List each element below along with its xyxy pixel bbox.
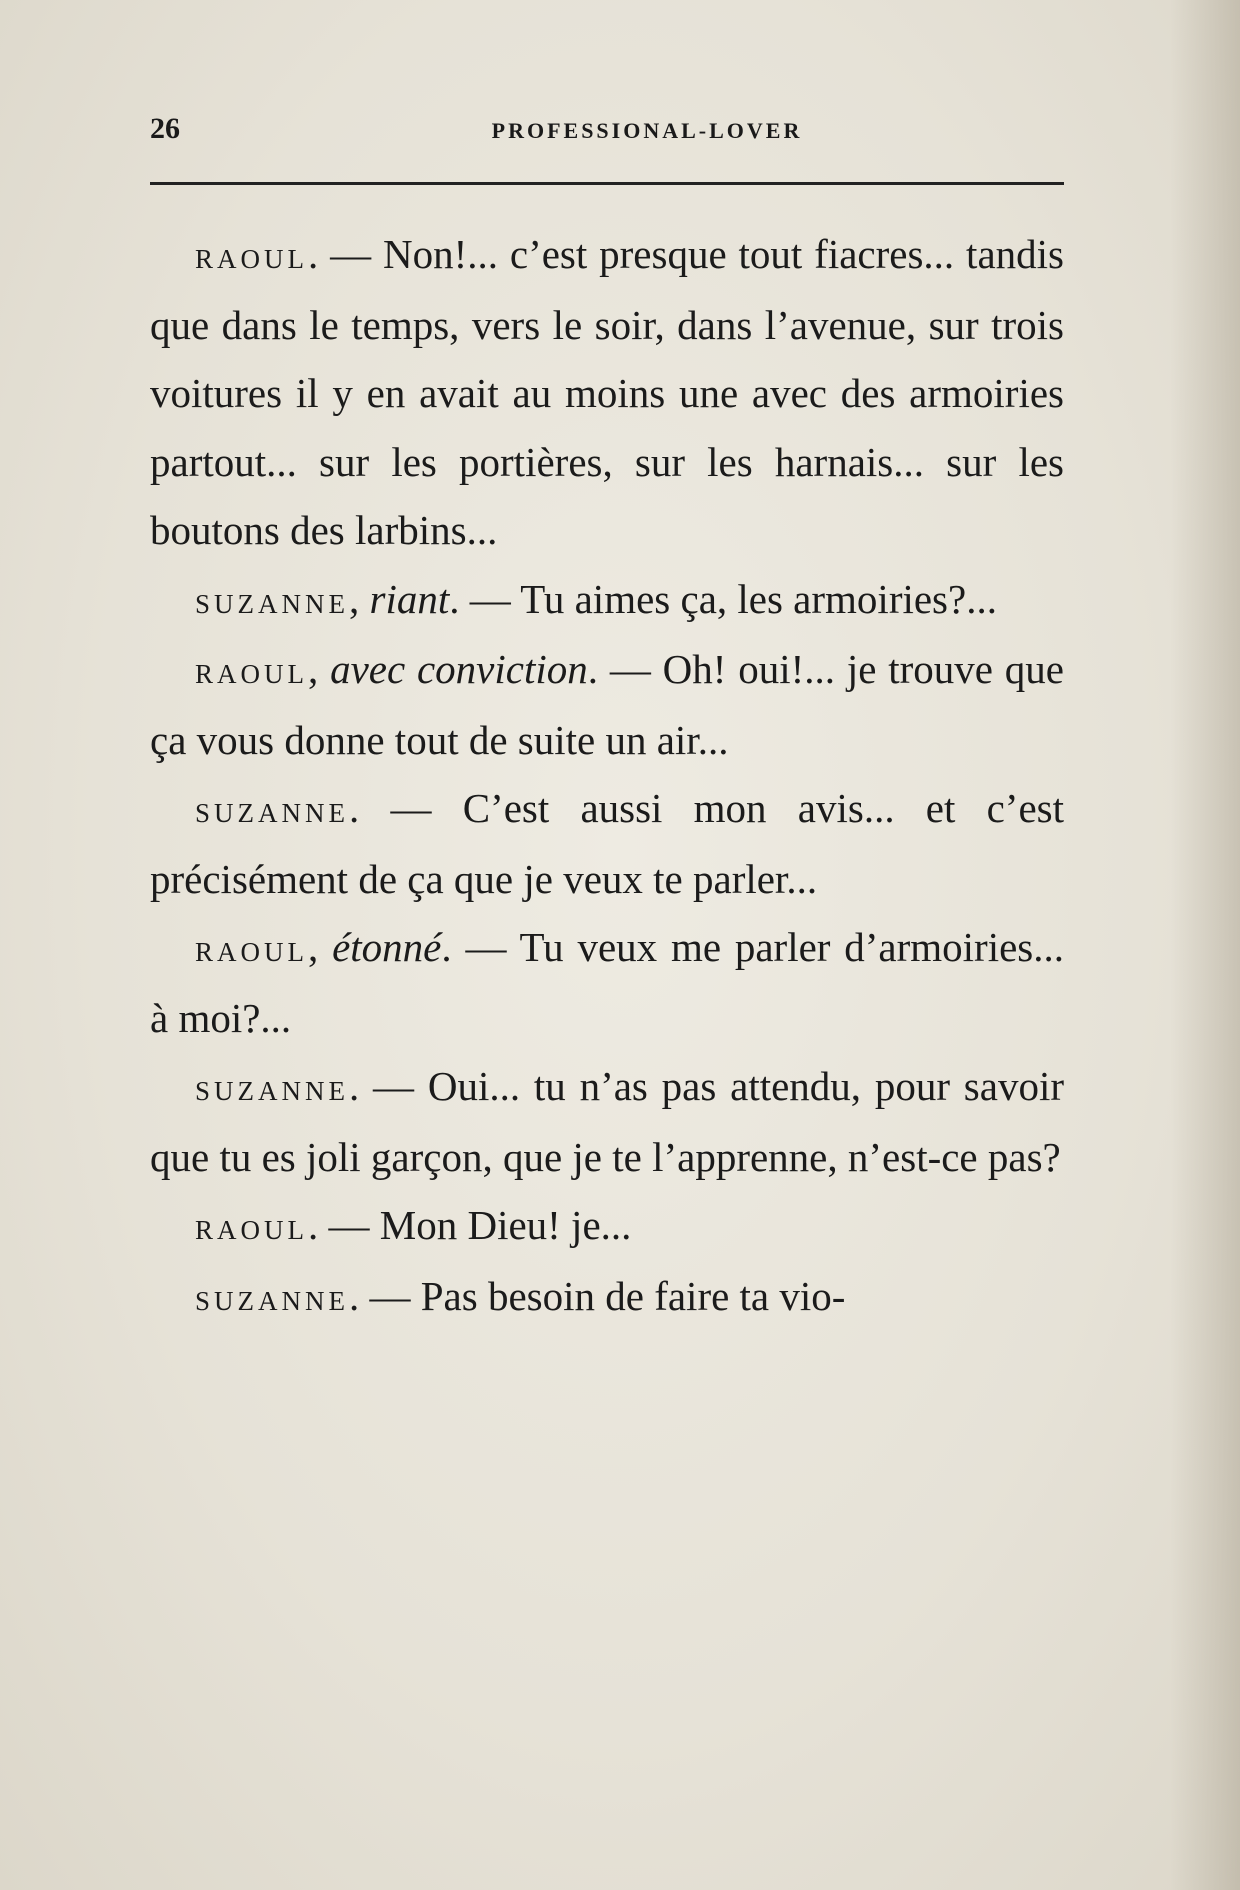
page-header [150, 112, 1064, 162]
speaker-name: raoul [195, 650, 308, 692]
dialogue-line: — Oui... tu n’as pas attendu, pour savoir que tu es joli garçon, que je te l’apprenne, n’est-ce pas? [150, 1063, 1064, 1180]
speaker-name: raoul [195, 1206, 308, 1248]
dialogue-paragraph: raoul. — Mon Dieu! je... [195, 1202, 632, 1248]
page-number: 26 [150, 112, 180, 145]
dialogue-paragraph: raoul, étonné. — Tu veux me parler d’armoiries... à moi?... [150, 924, 1065, 1041]
speaker-name: raoul [195, 928, 308, 970]
dialogue-line: — Oh! oui!... je trouve que ça vous donne tout de suite un air... [150, 646, 1064, 763]
dialogue-paragraph: suzanne. — Oui... tu n’as pas attendu, pour savoir que tu es joli garçon, que je te l’apprenne, n’est-ce pas? [150, 1063, 1064, 1180]
speaker-name: suzanne [195, 789, 349, 831]
dialogue-line: — Tu aimes ça, les armoiries?... [459, 575, 997, 622]
header-rule [150, 182, 1064, 185]
dialogue-line: — Pas besoin de faire ta vio- [359, 1272, 846, 1319]
dialogue-paragraph: suzanne. — Pas besoin de faire ta vio- [195, 1272, 846, 1319]
speaker-name: suzanne [195, 579, 349, 622]
dialogue-line: — Non!... c’est presque tout fiacres... tandis que dans le temps, vers le soir, dans l’avenue, sur trois voitures il y en avait au moins une avec des armoiries partout... sur les portières, sur les harnais... sur les boutons des larbins... [150, 231, 1064, 553]
dialogue-paragraph: raoul, avec conviction. — Oh! oui!... je trouve que ça vous donne tout de suite un air... [150, 646, 1064, 763]
dialogue-paragraph: raoul. — Non!... c’est presque tout fiacres... tandis que dans le temps, vers le soir, dans l’avenue, sur trois voitures il y en avait au moins une avec des armoiries partout... sur les portières, sur les harnais... sur les boutons des larbins... [150, 231, 1064, 553]
speaker-name: raoul [195, 235, 308, 277]
dialogue-line: — Tu veux me parler d’armoiries... à moi?... [150, 924, 1065, 1041]
dialogue-line: — C’est aussi mon avis... et c’est précisément de ça que je veux te parler... [150, 785, 1064, 902]
running-title: PROFESSIONAL-LOVER [491, 118, 803, 143]
speaker-name: suzanne [195, 1067, 349, 1109]
dialogue-paragraph: suzanne, riant. — Tu aimes ça, les armoiries?... [195, 575, 997, 622]
dialogue-line: — Mon Dieu! je... [318, 1202, 632, 1248]
stage-direction: avec conviction [330, 646, 588, 692]
stage-direction: riant [369, 575, 450, 622]
dialogue-text [150, 220, 1064, 1332]
dialogue-paragraph: suzanne. — C’est aussi mon avis... et c’est précisément de ça que je veux te parler... [150, 785, 1064, 902]
speaker-name: suzanne [195, 1276, 349, 1319]
stage-direction: étonné [332, 924, 442, 970]
